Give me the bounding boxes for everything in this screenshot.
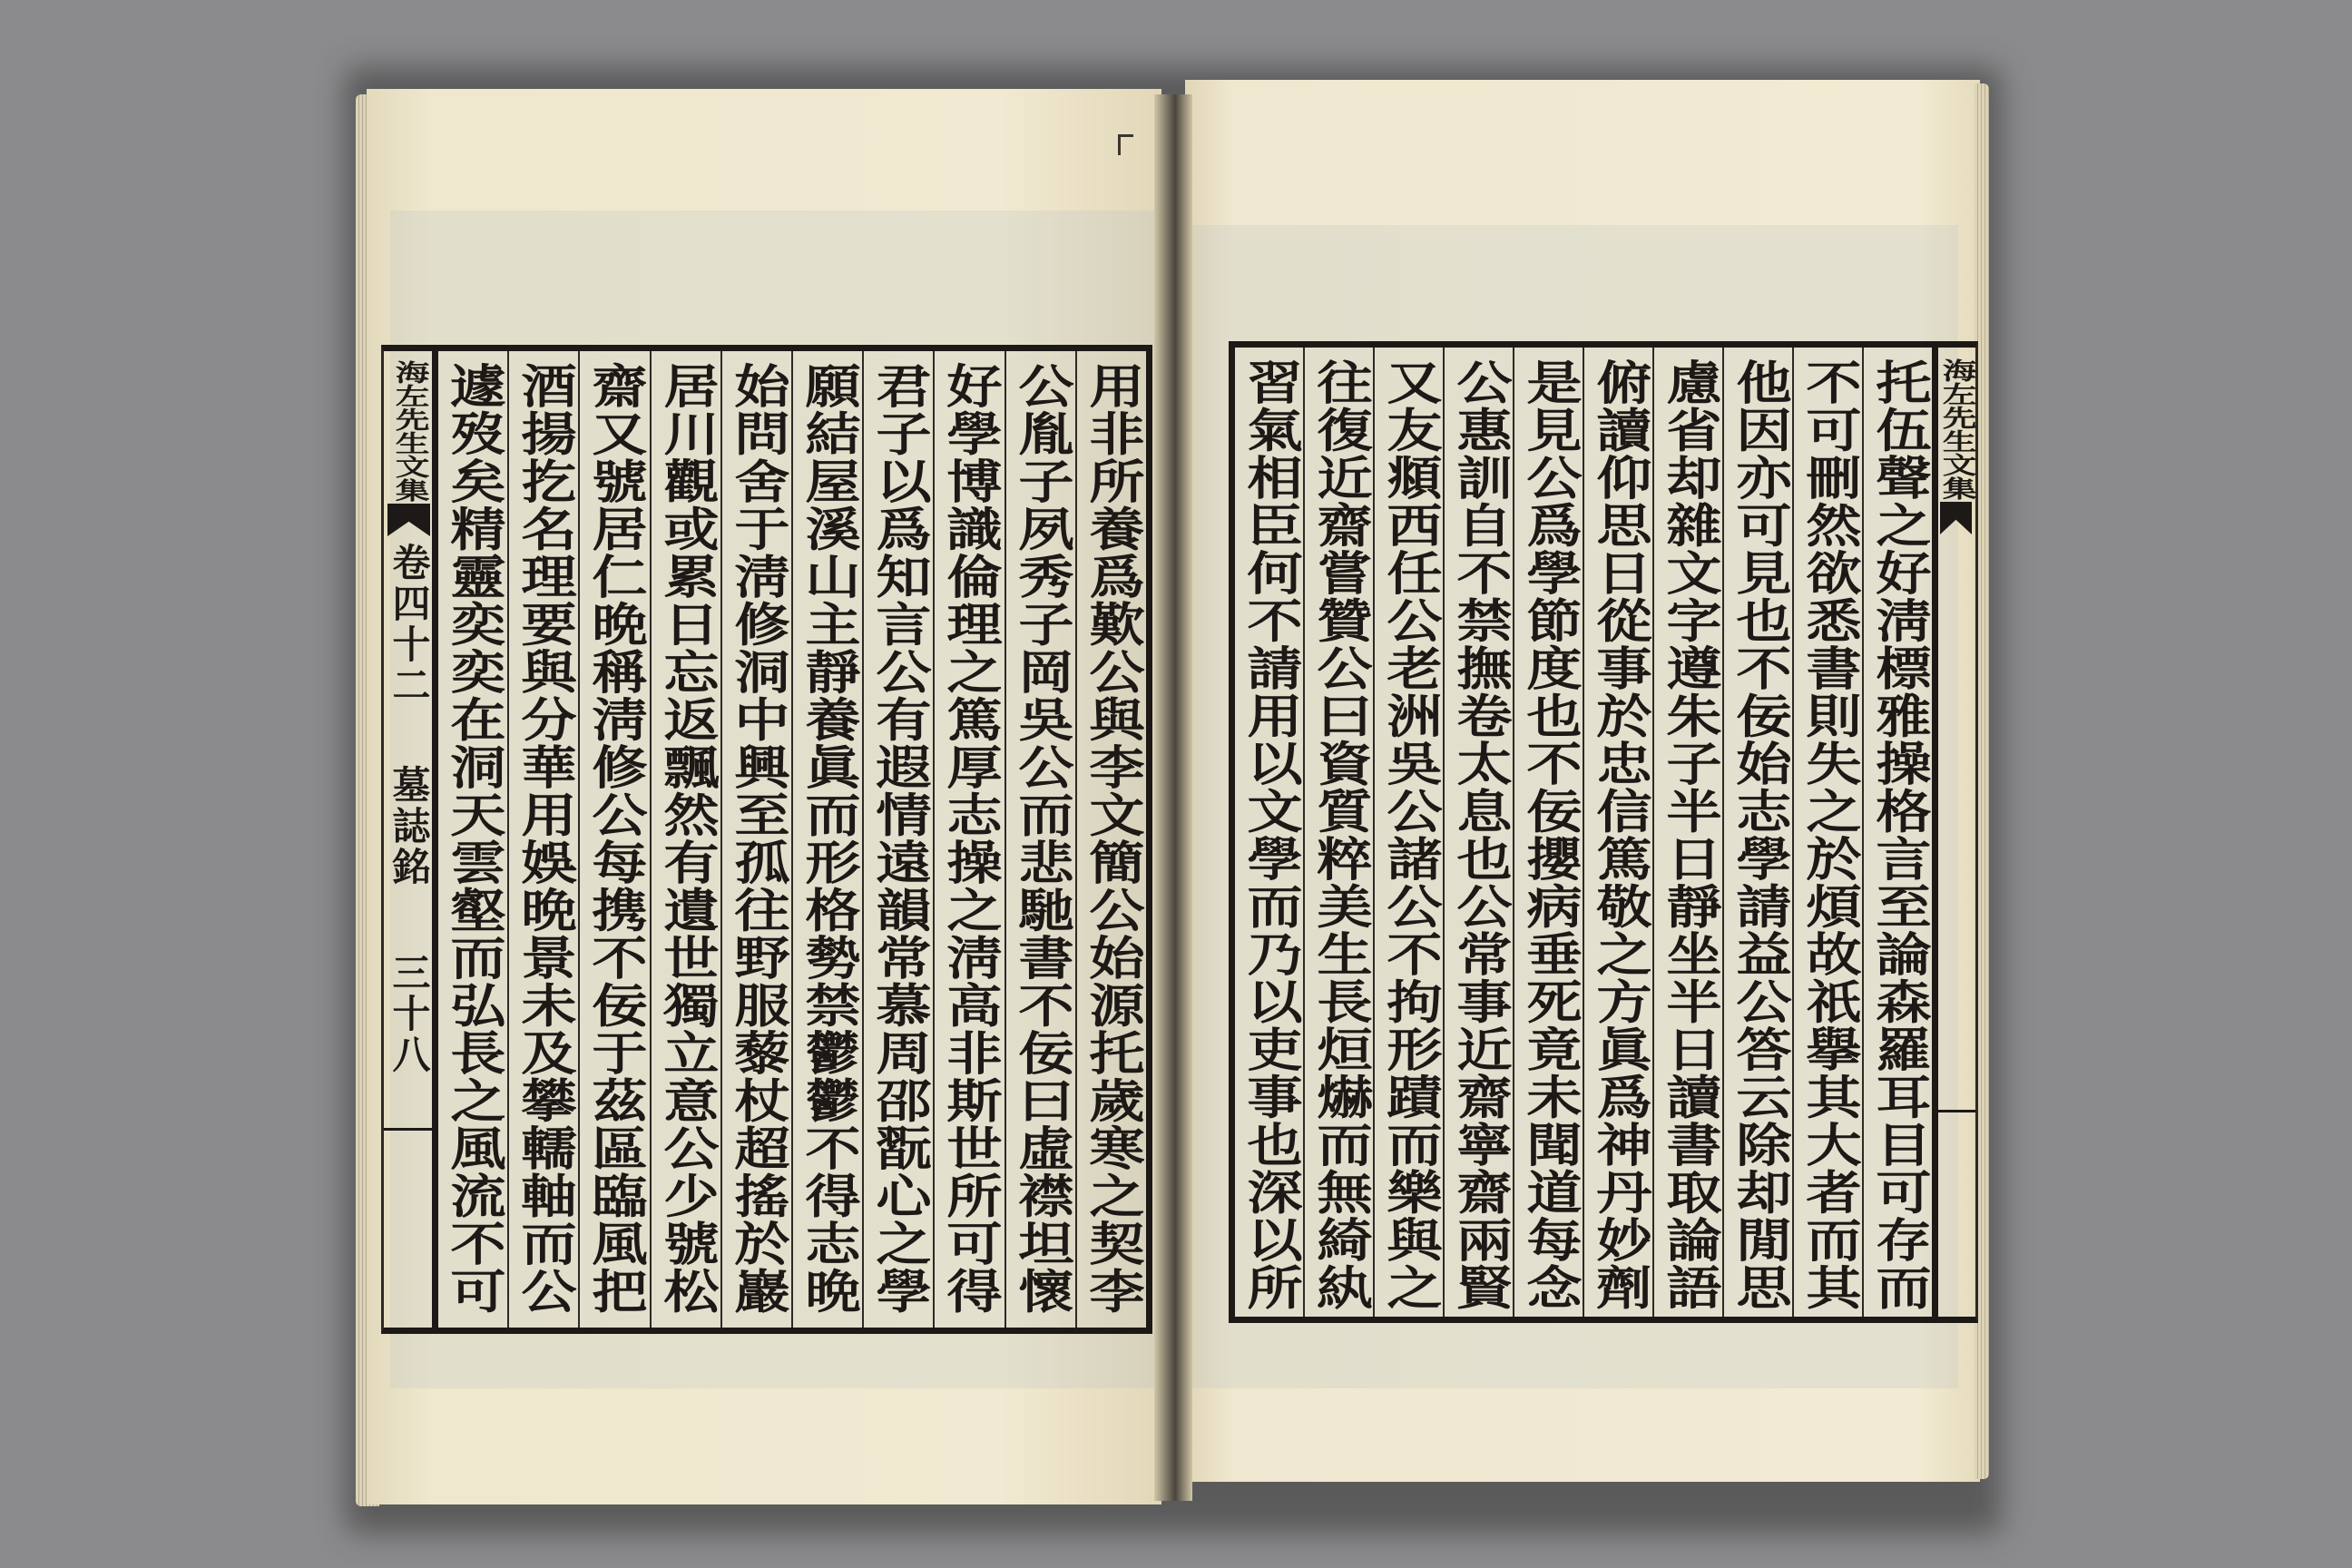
collection-title-text: 海左先生文集 xyxy=(388,360,429,502)
column-text: 習氣相臣何不請用以文學而乃以吏事也深以所 xyxy=(1236,358,1302,1311)
collection-title-text: 海左先生文集 xyxy=(1936,358,1976,500)
text-column xyxy=(720,351,791,1328)
text-column xyxy=(862,351,933,1328)
text-column xyxy=(650,351,720,1328)
text-column xyxy=(1792,348,1862,1317)
text-column xyxy=(791,351,862,1328)
column-text: 公惠訓自不禁撫卷太息也公常事近齋寧齋兩賢 xyxy=(1446,358,1512,1311)
collection-title xyxy=(1936,358,1975,500)
page-number xyxy=(384,953,434,1075)
column-text: 用非所養爲歎公與李文簡公始源托歲寒之契李 xyxy=(1078,362,1144,1315)
text-column xyxy=(1373,348,1443,1317)
section-text: 墓誌銘 xyxy=(387,765,432,887)
column-text: 公胤子夙秀子岡吳公而悲馳書不佞曰虛襟坦懷 xyxy=(1007,362,1073,1315)
column-text: 俯讀仰思日從事於忠信篤敬之方眞爲神丹妙劑 xyxy=(1585,358,1651,1311)
margin-rule xyxy=(1936,1110,1975,1112)
page-number-text: 三十八 xyxy=(387,953,432,1075)
text-column xyxy=(578,351,649,1328)
right-page-text-block xyxy=(1229,341,1938,1323)
text-column xyxy=(1004,351,1075,1328)
column-text: 又友頫西任公老洲吳公諸公不拘形蹟而樂與之 xyxy=(1376,358,1442,1311)
volume-text: 卷四十二 xyxy=(387,543,432,706)
volume-label xyxy=(384,543,434,706)
right-page-center-margin xyxy=(1936,341,1978,1323)
column-text: 是見公爲學節度也不佞攖病垂死竟未聞道每念 xyxy=(1515,358,1582,1311)
column-text: 不可刪然欲悉書則失之於煩故祇擧其大者而其 xyxy=(1795,358,1861,1311)
text-column xyxy=(507,351,578,1328)
column-text: 齋又號居仁晩稱淸修公每携不佞于茲區臨風把 xyxy=(582,362,648,1315)
column-text: 他因亦可見也不佞始志學請益公答云除却閒思 xyxy=(1725,358,1791,1311)
text-column xyxy=(1652,348,1722,1317)
text-column xyxy=(1075,351,1146,1328)
fishtail-mark xyxy=(387,504,430,536)
collection-title xyxy=(384,360,434,502)
text-column xyxy=(1235,348,1303,1317)
left-page-text-block xyxy=(432,345,1152,1334)
text-column xyxy=(933,351,1004,1328)
text-column xyxy=(1443,348,1513,1317)
column-text: 始問舍于淸修洞中興至孤往野服藜杖超搖於巖 xyxy=(723,362,789,1315)
text-column xyxy=(1513,348,1583,1317)
column-text: 好學博識倫理之篤厚志操之淸高非斯世所可得 xyxy=(936,362,1003,1315)
column-text: 往復近齋嘗贊公曰資質粹美生長烜爀而無綺紈 xyxy=(1306,358,1372,1311)
book-spine xyxy=(1154,94,1192,1501)
section-label xyxy=(384,765,434,887)
print-corner-mark xyxy=(1118,134,1133,155)
text-column xyxy=(1862,348,1932,1317)
column-text: 願結屋溪山主靜養眞而形格勢禁鬱鬱不得志晩 xyxy=(795,362,861,1315)
left-page-center-margin xyxy=(381,345,434,1334)
column-text: 君子以爲知言公有遐情遠韻常慕周邵翫心之學 xyxy=(866,362,932,1315)
text-column xyxy=(1722,348,1792,1317)
column-text: 托伍聲之好淸標雅操格言至論森羅耳目可存而 xyxy=(1865,358,1931,1311)
text-column xyxy=(1303,348,1373,1317)
column-text: 居川觀或累日忘返飄然有遺世獨立意公少號松 xyxy=(652,362,719,1315)
column-text: 慮省却雜文字遵朱子半日靜坐半日讀書取論語 xyxy=(1655,358,1721,1311)
column-text: 遽歿矣精靈奕奕在洞天雲壑而弘長之風流不可 xyxy=(440,362,506,1315)
text-column xyxy=(438,351,507,1328)
text-column xyxy=(1583,348,1652,1317)
margin-rule xyxy=(384,1128,434,1131)
column-text: 酒揚扢名理要與分華用娛晩景未及攀轜軸而公 xyxy=(511,362,577,1315)
fishtail-mark xyxy=(1940,502,1972,534)
